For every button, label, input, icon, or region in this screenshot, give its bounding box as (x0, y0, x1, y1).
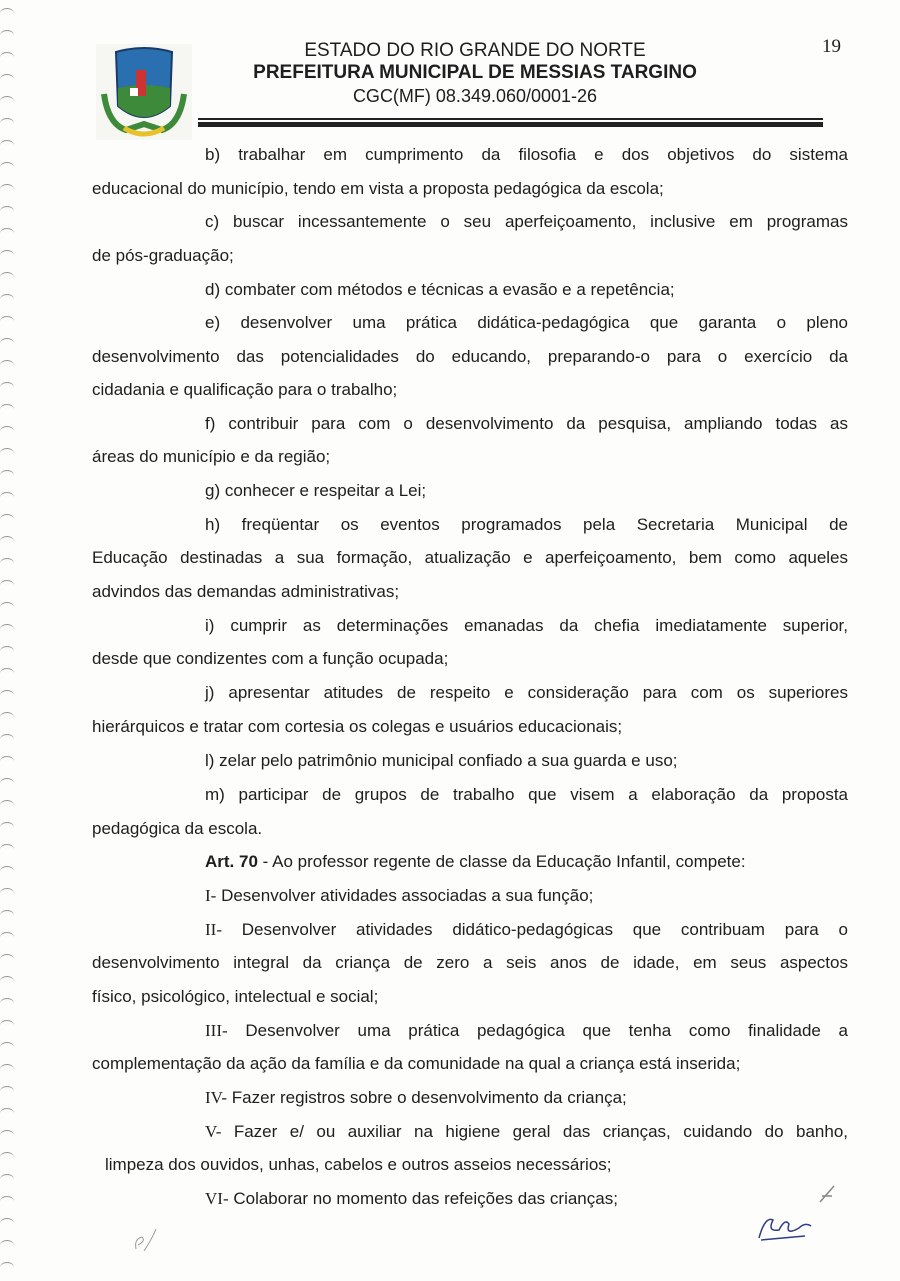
binding-hole (0, 910, 14, 921)
binding-hole (0, 404, 14, 415)
item-line (205, 1020, 848, 1042)
binding-hole (0, 954, 14, 965)
binding-hole (0, 294, 14, 305)
binding-hole (0, 624, 14, 635)
binding-hole (0, 734, 14, 745)
binding-hole (0, 316, 14, 327)
binding-hole (0, 800, 14, 811)
binding-hole (0, 118, 14, 129)
binding-hole (0, 1262, 14, 1273)
roman-numeral: IV- (205, 1088, 228, 1107)
text-line: f) contribuir para com o desenvolvimento da pesquisa, ampliando todas as (205, 414, 848, 433)
text-line: m) participar de grupos de trabalho que visem a elaboração da proposta (205, 785, 848, 804)
text-line: áreas do município e da região; (92, 447, 331, 466)
municipal-coat-of-arms-logo (96, 44, 192, 140)
header-divider-thick (198, 122, 823, 127)
binding-hole (0, 1086, 14, 1097)
header-state: ESTADO DO RIO GRANDE DO NORTE (304, 40, 646, 61)
signature (755, 1210, 815, 1246)
binding-hole (0, 8, 14, 19)
text-line: físico, psicológico, intelectual e social; (92, 987, 379, 1006)
binding-hole (0, 976, 14, 987)
roman-numeral: V- (205, 1122, 222, 1141)
binding-hole (0, 1196, 14, 1207)
binding-hole (0, 1064, 14, 1075)
binding-hole (0, 536, 14, 547)
text-line: pedagógica da escola. (92, 819, 263, 838)
binding-hole (0, 1020, 14, 1031)
text-line: advindos das demandas administrativas; (92, 582, 400, 601)
roman-numeral: II- (205, 920, 222, 939)
text-line: - Ao professor regente de classe da Educação Infantil, compete: (262, 852, 746, 871)
text-line: c) buscar incessantemente o seu aperfeiçoamento, inclusive em programas (205, 212, 848, 231)
handwritten-mark (130, 1225, 160, 1255)
binding-hole (0, 1152, 14, 1163)
binding-hole (0, 888, 14, 899)
binding-hole (0, 250, 14, 261)
header-municipality: PREFEITURA MUNICIPAL DE MESSIAS TARGINO (253, 62, 697, 83)
roman-numeral: I- (205, 886, 217, 905)
binding-hole (0, 74, 14, 85)
header-divider (198, 118, 823, 120)
binding-hole (0, 470, 14, 481)
binding-hole (0, 712, 14, 723)
text-line: d) combater com métodos e técnicas a evasão e a repetência; (205, 280, 675, 299)
text-line: de pós-graduação; (92, 246, 234, 265)
text-line: Desenvolver atividades associadas a sua função; (221, 886, 594, 905)
binding-hole (0, 272, 14, 283)
binding-hole (0, 1130, 14, 1141)
roman-numeral: III- (205, 1021, 228, 1040)
binding-hole (0, 932, 14, 943)
text-line: l) zelar pelo patrimônio municipal confiado a sua guarda e uso; (205, 751, 678, 770)
binding-hole (0, 426, 14, 437)
text-line: desde que condizentes com a função ocupada; (92, 649, 449, 668)
item-line (205, 1087, 848, 1109)
text-line: desenvolvimento das potencialidades do educando, preparando-o para o exercício da (92, 347, 848, 366)
binding-hole (0, 668, 14, 679)
text-line: g) conhecer e respeitar a Lei; (205, 481, 427, 500)
binding-hole (0, 778, 14, 789)
item-line (205, 1121, 848, 1143)
binding-hole (0, 448, 14, 459)
text-line: Desenvolver uma prática pedagógica que tenha como finalidade a (245, 1021, 848, 1040)
text-line: Educação destinadas a sua formação, atualização e aperfeiçoamento, bem como aqueles (92, 548, 848, 567)
item-line (205, 1188, 848, 1210)
binding-hole (0, 360, 14, 371)
binding-hole (0, 690, 14, 701)
binding-hole (0, 492, 14, 503)
text-line: Fazer e/ ou auxiliar na higiene geral das crianças, cuidando do banho, (233, 1122, 848, 1141)
item-line (205, 885, 848, 907)
binding-hole (0, 1174, 14, 1185)
binding-hole (0, 844, 14, 855)
text-line: desenvolvimento integral da criança de zero a seis anos de idade, em seus aspectos (92, 953, 848, 972)
text-line: h) freqüentar os eventos programados pela Secretaria Municipal de (205, 515, 848, 534)
page-number: 19 (822, 36, 841, 57)
binding-hole (0, 822, 14, 833)
text-line: Colaborar no momento das refeições das crianças; (233, 1189, 618, 1208)
binding-hole (0, 206, 14, 217)
binding-hole (0, 30, 14, 41)
binding-hole (0, 162, 14, 173)
roman-numeral: VI- (205, 1189, 229, 1208)
text-line: i) cumprir as determinações emanadas da chefia imediatamente superior, (205, 616, 848, 635)
binding-hole (0, 602, 14, 613)
text-line: complementação da ação da família e da comunidade na qual a criança está inserida; (92, 1054, 741, 1073)
binding-hole (0, 866, 14, 877)
binding-hole (0, 338, 14, 349)
binding-hole (0, 140, 14, 151)
item-line (205, 919, 848, 941)
text-line: limpeza dos ouvidos, unhas, cabelos e outros asseios necessários; (105, 1155, 612, 1174)
binding-hole (0, 52, 14, 63)
binding-hole (0, 514, 14, 525)
binding-hole (0, 1108, 14, 1119)
text-line: hierárquicos e tratar com cortesia os colegas e usuários educacionais; (92, 717, 623, 736)
binding-hole (0, 998, 14, 1009)
text-line: Desenvolver atividades didático-pedagógicas que contribuam para o (241, 920, 848, 939)
text-line: b) trabalhar em cumprimento da filosofia e dos objetivos do sistema (205, 145, 848, 164)
binding-hole (0, 382, 14, 393)
text-line: cidadania e qualificação para o trabalho; (92, 380, 398, 399)
binding-hole (0, 96, 14, 107)
binding-hole (0, 580, 14, 591)
article-heading (205, 851, 848, 873)
binding-hole (0, 228, 14, 239)
article-label: Art. 70 (205, 852, 258, 871)
binding-hole (0, 1042, 14, 1053)
binding-hole (0, 1218, 14, 1229)
text-line: e) desenvolver uma prática didática-pedagógica que garanta o pleno (205, 313, 848, 332)
text-line: educacional do município, tendo em vista a proposta pedagógica da escola; (92, 179, 664, 198)
binding-hole (0, 558, 14, 569)
binding-hole (0, 1240, 14, 1251)
header-cgc: CGC(MF) 08.349.060/0001-26 (352, 86, 598, 106)
text-line: Fazer registros sobre o desenvolvimento da criança; (231, 1088, 627, 1107)
binding-hole (0, 756, 14, 767)
binding-hole (0, 646, 14, 657)
handwritten-initial-mark (812, 1180, 842, 1210)
text-line: j) apresentar atitudes de respeito e consideração para com os superiores (205, 683, 848, 702)
binding-hole (0, 184, 14, 195)
